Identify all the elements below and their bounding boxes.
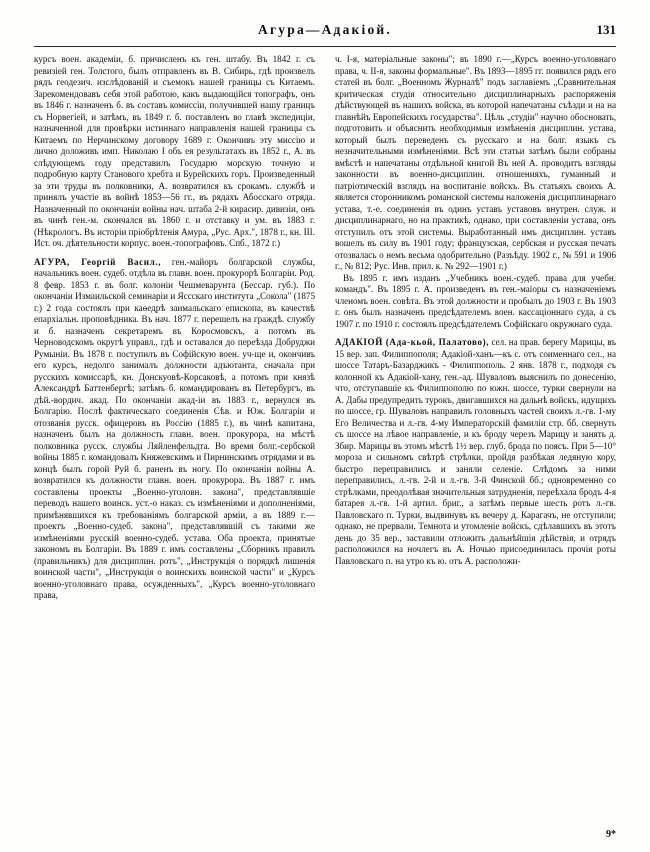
entry-headword: АГУРА, Георгій Васил.,: [34, 256, 162, 267]
columns-container: [34, 54, 616, 824]
signature-mark: 9*: [606, 829, 616, 840]
page-header: [34, 22, 616, 44]
entry-headword: АДАКІОЙ (Ада-кьой, Палатово),: [335, 337, 490, 347]
paragraph: курсъ воен. академіи, б. причисленъ къ ген. штабу. Въ 1842 г. съ ревизіей ген. Толстого, былъ отправленъ въ В. Сибирь, гдѣ произвелъ рядъ геодезич. изслѣдованій и съемокъ нашей границы съ Китаемъ. Зарекомендовавъ себя этой работою, какъ выдающійся топографъ, онъ въ 1846 г. назначенъ б. въ составъ комиссіи, получившей нашу границъ съ Норвегіей, и затѣмъ, въ 1849 г. б. поставленъ во главѣ экспедиціи, назначенной для провѣрки истиннаго направленія нашей границы съ Китаемъ по Нерчинскому договору 1689 г. Окончивъ эту миссію и лично доложивъ имп. Николаю I объ ея результатахъ въ 1852 г., А. въ слѣдующемъ году представилъ Государю морскую точную и подробную карту Станового хребта и Бурейскихъ горъ. Произведенный за эти труды въ полковники, А. возвратился къ срокамъ. службѣ и принялъ участіе въ войнѣ 1853—56 гг., въ рядахъ Абосскаго отряда. Назначенный по окончаніи войны нач. штаба 2-й кирасир. дивизіи, онъ въ чинѣ ген.-м. скончался въ 1860 г. и отставку и ум. въ 1883 г. (Нѣкрологъ. Въ исторіи пріобрѣтенія Амура, „Рус. Арх.", 1878 г., кн. III. Ист. оч. дѣятельности корпус. воен.-топографовъ. Спб., 1872 г.): [34, 54, 315, 248]
page-title: Агура—Адакіой.: [258, 22, 392, 37]
dictionary-entry: [335, 337, 616, 567]
paragraph: ч. I-я, матеріальные законы"; въ 1890 г.—„Курсъ военно-уголовнаго права, ч. II-я, законы формальные". Въ 1893—1895 гг. появился рядъ его статей въ болг. „Военномъ Журналѣ" подъ заглавіемъ „Сравнительная критическая студія относительно дисциплинарныхъ распоряженія дѣйствующей въ нашихъ войска, въ которой напечатаны съѣзди и на на главнѣйъ Европейскихъ государства". Цѣль „студіи" научно обосновать, подготовить и объяснить необходимыя измѣненія дисциплин. устава, который былъ переведенъ съ русскаго и на болг. языкъ съ незначительными измѣненіями. Всѣ эти статьи затѣмъ были собраны вмѣстѣ и напечатаны отдѣльной книгой Въ ней А. проводитъ взгляды законности въ военно-дисциплин. отношенияхъ, гуманный и патріотическій взглядъ на воспитаніе войскъ. Въ статьяхъ своихъ А. является сторонникомъ романской системы наложенія дисциплинарнаго устава, т.-е. соединенія въ одинъ уставъ уставовъ внутрен. служ. и дисциплинарнаго, но на практикѣ, однако, при составленіи устава, онъ отступилъ отъ этой системы. Выработанный имъ дисциплин. уставъ вошелъ въ силу въ 1901 году; французская, сербская и русская печать отозвалась о немъ весьма одобрительно (Разъѣду. 1902 г., № 591 и 1906 г., № 812; Рус. Инв. прил. к. № 292—1901 г.): [335, 54, 616, 271]
entry-body: ген.-майоръ болгарской службы, начальникъ воен. судеб. отдѣла въ главн. воен. прокурорѣ Болгаріи. Род. 8 февр. 1853 г. въ болг. колоніи Чешмеварунта (Бессар. губ.). По окончаніи Измаильской семинаріи и Яссскаго института „Сокола" (1875 г.) 2 года состоялъ при каѳедрѣ заимальскаго епископа, въ качествѣ епархіальн. проповѣдника. Въ нач. 1877 г. перешелъ на граждѣ. службу и б. назначенъ секретаремъ въ Коросмовскъ, а потомъ въ Черноводскомъ округѣ управл., гдѣ и оставался до переѣзда Добруджи Румыніи. Въ 1878 г. поступилъ въ Софійскую воен. уч-ще и, окончивъ его курсъ, недолго занималъ должности адъютанта, сначала при русскихъ комиссарѣ, кн. Донскуовѣ-Корсаковѣ, а потомъ при князѣ Александрѣ Баттенбергѣ; затѣмъ б. командированъ въ Петербургъ, въ дѣй.-вордич. акад. По окончаніи акад-іи въ 1883 г., вернулся въ Болгарію. Послѣ фактическаго соединенія Сѣв. и Юж. Болгаріи и отозванія русск. офицеровъ въ Россію (1885 г.), въ чинѣ капитана, назначенъ былъ на должность главн. воен. прокурора, на мѣстѣ полковника русск. службы Ляйленфельдта. Во время болг.-сербской войны 1885 г. командовалъ Княжевскимъ и Пирнинскимъ отрядами и въ концѣ былъ горой Руй б. раненъ въ ногу. По окончаніи войны А. возвратился къ должности главн. воен. прокурора. Въ 1887 г. имъ составлены проекты „Военно-уголовн. закона", представлявшіе переводъ нашего воинск. уст.-о наказ. съ измѣненіями и дополненіями, примѣнявшихся къ требованіямъ болгарской арміи, а въ 1889 г.—проектъ „Военно-судеб. закона", представлявшій съ такими же измѣненіями русскій военно-судеб. устава. Оба проекта, принятые закономъ въ Болгаріи. Въ 1889 г. имъ составлены „Сборникъ правилъ (правильникъ) для дисциплин. ротъ", „Инструкція о порядкѣ лишенія воинской части", „Инструкція о воинскихъ воинской части" и „Курсъ военно-уголовнаго права, осужденныхъ", „Курсъ военно-уголовнаго права,: [34, 256, 316, 600]
paragraph: Въ 1895 г. имъ изданъ „Учебникъ воен.-судеб. права для учебн. командъ". Въ 1895 г. А. произведенъ въ ген.-маіоры съ назначеніемъ членомъ воен. совѣта. Въ этой должности и пробылъ до 1903 г. Въ 1903 г. онъ былъ назначенъ предсѣдателемъ воен. кассаціоннаго суда, а съ 1907 г. по 1910 г. состоялъ предсѣдателемъ Софійскаго окружнаго суда.: [335, 272, 616, 329]
right-column: [335, 54, 616, 824]
dictionary-entry: [34, 257, 315, 602]
page-number: 131: [596, 22, 616, 37]
paragraph-gap: [34, 250, 315, 257]
left-column: [34, 54, 315, 824]
entry-body: сел. на прав. берегу Марицы, въ 15 вер. зап. Филиппополя; Адакіой-ханъ—къ с. отъ соименнаго сел., на шоссе Татаръ-Базарджикъ - Филиппополь. 2 янв. 1878 г., подходя съ колонной къ Адакіой-хану, ген.-ад. Шуваловъ выяснилъ по донесенію, что, отступавшіе къ Филиппополю по южн. шоссе, турки свернули на А. Дабы предупредить турокъ, двигавшихся на дальнѣ войскъ, идущихъ по шоссе, гр. Шуваловъ направилъ головныхъ частей своихъ л.-гв. 1-му Его Величества и л.-гв. 4-му Императорскій фамиліи стр. бб. свернуть съ шоссе на лѣвое направленіе, и къ броду черезъ Марицу и занять д. Збир. Марицы въ этомъ мѣстѣ 1½ вер. глуб. брода по поясъ. При 5—10° мороза и сильномъ свѣтрѣ стрѣлки, пройдя разбѣкая ледяную кору, быстро переправились и заняли селеніе. Слѣдомъ за ними переправились, л.-гв. 2-й и л.-гв. 3-й Финской бб.; одновременно со стрѣлками, преодолѣвая значительныя затрудненія, переѣхала бродъ 4-я батарея л.-гв. 1-й артил. бриг., а затѣмъ первые шесть ротъ л.-гв. Павловскаго п. Турки, выдвинувъ къ вечеру д. Карагачъ, не отступили; однако, не прервали. Темнота и утомленіе войскъ, сдѣлавшихъ въ этотъ день до 35 вер., заставили отложить дальнѣйшія дѣйствія, и отрядъ расположился на ночлегъ въ А. Ночью присоединилась прочія роты Павловскаго п. на утро къ ю. отъ А. расположи-: [335, 337, 616, 566]
paragraph-gap: [335, 330, 616, 337]
header-rule: [34, 46, 616, 47]
